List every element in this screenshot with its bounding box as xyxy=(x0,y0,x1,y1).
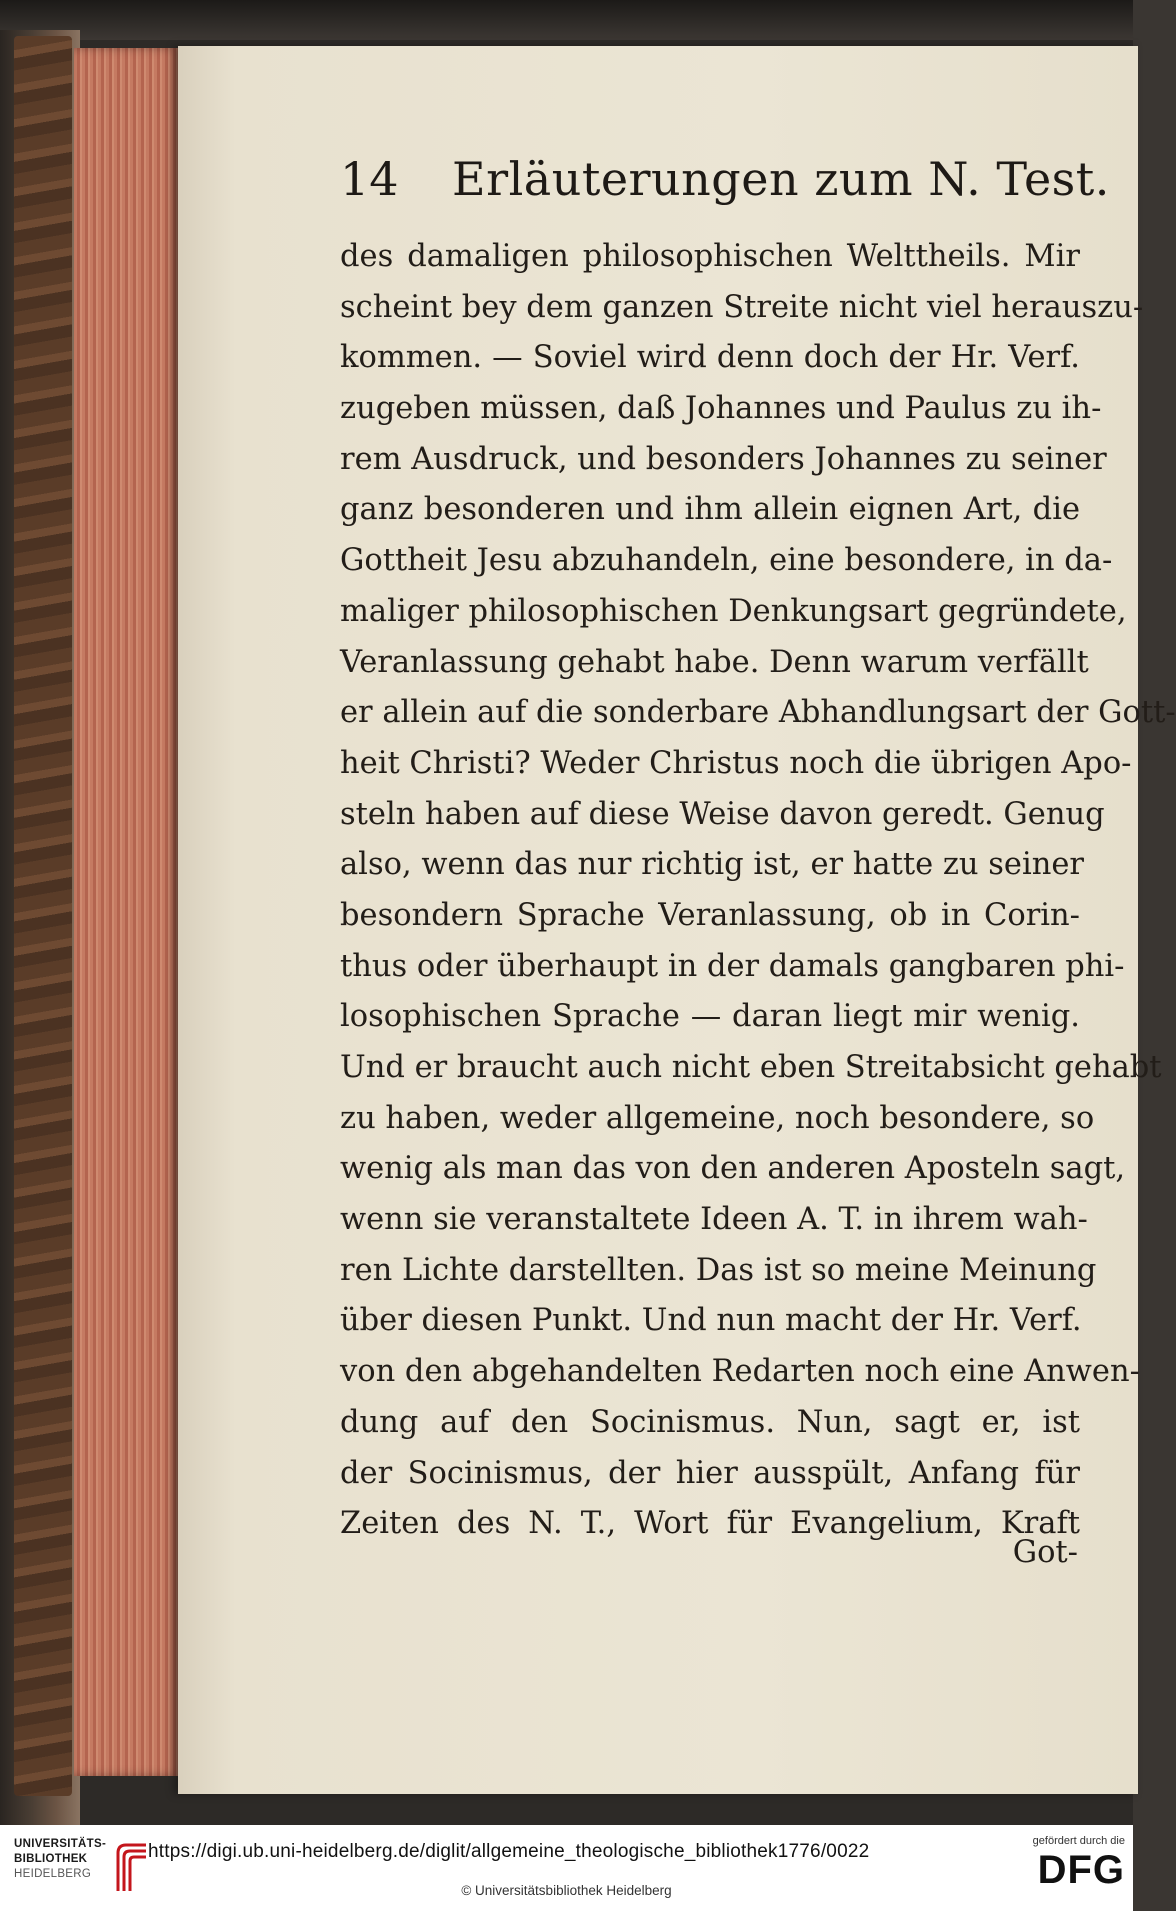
text-line: wenig als man das von den anderen Aposteln sagt, xyxy=(340,1151,1126,1187)
page-header xyxy=(340,152,1110,222)
text-line: heit Christi? Weder Christus noch die übrigen Apo- xyxy=(340,745,1132,781)
text-line: losophischen Sprache — daran liegt mir wenig. xyxy=(340,999,1080,1035)
text-line: rem Ausdruck, und besonders Johannes zu seiner xyxy=(340,441,1107,477)
text-line: besondern Sprache Veranlassung, ob in Corin- xyxy=(340,897,1080,933)
text-line: der Socinismus, der hier ausspült, Anfang für xyxy=(340,1455,1080,1491)
text-line: thus oder überhaupt in der damals gangbaren phi- xyxy=(340,948,1125,984)
catchword: Got- xyxy=(1012,1535,1078,1570)
text-line: des damaligen philosophischen Welttheils. Mir xyxy=(340,239,1080,274)
text-line: also, wenn das nur richtig ist, er hatte zu seiner xyxy=(340,847,1084,883)
logo-line: UNIVERSITÄTS- xyxy=(14,1838,107,1850)
text-line: von den abgehandelten Redarten noch eine Anwen- xyxy=(340,1354,1140,1390)
permalink-url[interactable]: https://digi.ub.uni-heidelberg.de/diglit/allgemeine_theologische_bibliothek1776/0022 xyxy=(148,1841,870,1862)
page-number: 14 xyxy=(340,152,399,206)
running-title: Erläuterungen zum N. Test. xyxy=(452,152,1110,206)
text-line: Und er braucht auch nicht eben Streitabsicht gehabt xyxy=(340,1050,1162,1085)
dfg-sponsor xyxy=(1000,1835,1125,1905)
body-text xyxy=(340,232,1176,1550)
text-line: maliger philosophischen Denkungsart gegründete, xyxy=(340,593,1127,629)
logo-line: BIBLIOTHEK xyxy=(14,1853,88,1865)
sponsor-caption: gefördert durch die xyxy=(1032,1835,1125,1847)
text-line: zu haben, weder allgemeine, noch besondere, so xyxy=(340,1100,1095,1136)
text-line: kommen. — Soviel wird denn doch der Hr. Verf. xyxy=(340,340,1080,376)
marbled-cover-board xyxy=(14,36,72,1796)
text-line: Veranlassung gehabt habe. Denn warum verfällt xyxy=(340,644,1089,680)
text-line: ganz besonderen und ihm allein eignen Art, die xyxy=(340,492,1080,528)
text-line: Zeiten des N. T., Wort für Evangelium, Kraft xyxy=(340,1506,1080,1542)
text-line: steln haben auf diese Weise davon geredt. Genug xyxy=(340,796,1105,832)
logo-line: HEIDELBERG xyxy=(14,1868,92,1880)
dfg-logo: DFG xyxy=(1037,1848,1125,1892)
text-line: wenn sie veranstaltete Ideen A. T. in ihrem wah- xyxy=(340,1202,1088,1238)
red-page-edges xyxy=(74,48,180,1776)
copyright-notice: © Universitätsbibliothek Heidelberg xyxy=(461,1883,672,1898)
text-line: scheint bey dem ganzen Streite nicht viel herauszu- xyxy=(340,289,1144,325)
text-line: ren Lichte darstellten. Das ist so meine Meinung xyxy=(340,1252,1097,1288)
text-line: Gottheit Jesu abzuhandeln, eine besondere, in da- xyxy=(340,543,1113,579)
viewer-footer xyxy=(0,1825,1133,1911)
text-line: über diesen Punkt. Und nun macht der Hr. Verf. xyxy=(340,1303,1082,1339)
text-line: zugeben müssen, daß Johannes und Paulus zu ih- xyxy=(340,391,1102,427)
book-cover-top-edge xyxy=(0,0,1133,40)
text-line: er allein auf die sonderbare Abhandlungsart der Gott- xyxy=(340,695,1176,731)
text-line: dung auf den Socinismus. Nun, sagt er, ist xyxy=(340,1404,1080,1440)
